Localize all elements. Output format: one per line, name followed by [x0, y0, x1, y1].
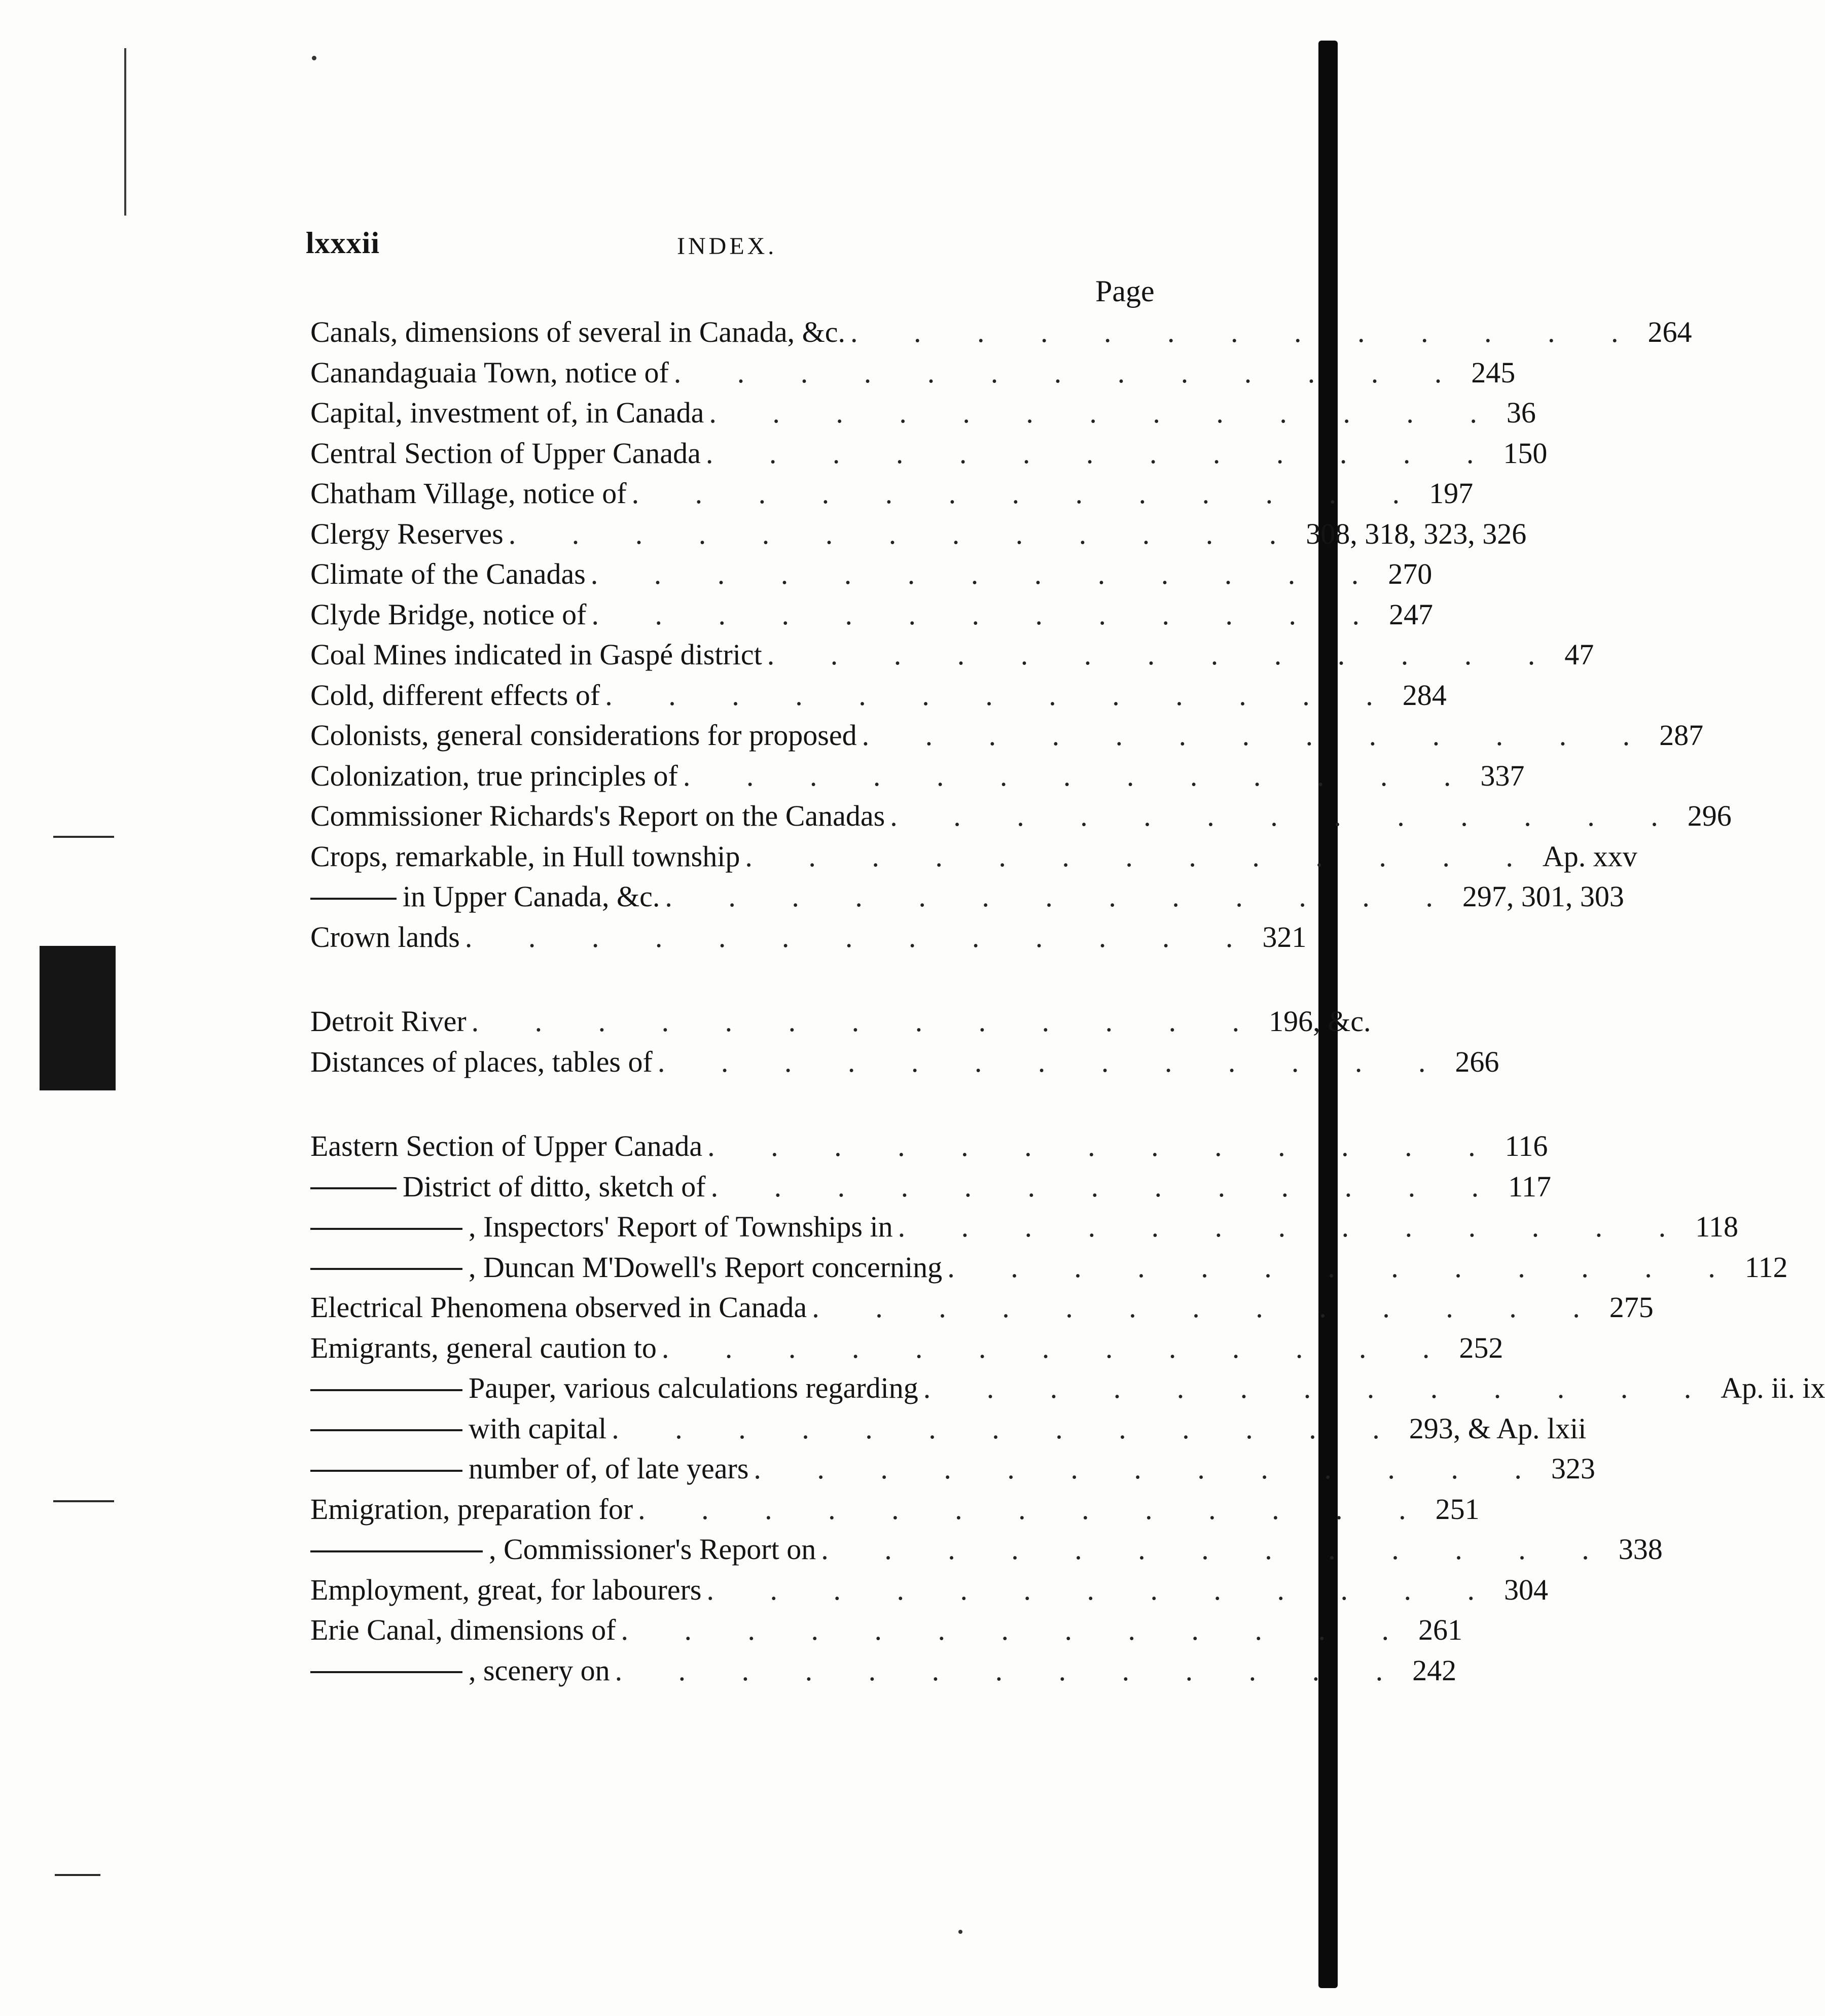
- dot-leaders: . . . . . . . . . . . . .: [508, 517, 1301, 550]
- scan-speck: [958, 1930, 962, 1934]
- dot-leaders: . . . . . . . . . . . . .: [821, 1533, 1614, 1566]
- entry-text: [310, 1126, 702, 1166]
- entry-label: , Duncan M'Dowell's Report concerning: [469, 1250, 943, 1284]
- entry-text: [310, 433, 701, 474]
- index-entry: [310, 876, 1624, 917]
- dot-leaders: . . . . . . . . . . . . .: [947, 1250, 1740, 1284]
- index-entry: [310, 1247, 1788, 1288]
- dot-leaders: . . . . . . . . . . . . .: [710, 1170, 1504, 1203]
- entry-page-ref: 36: [1506, 396, 1536, 429]
- scan-mark: [55, 1874, 100, 1876]
- entry-page-ref: 196, &c.: [1269, 1005, 1371, 1038]
- ditto-dash: [310, 1470, 462, 1472]
- entry-label: Colonization, true principles of: [310, 759, 678, 792]
- entry-label: Colonists, general considerations for proposed: [310, 719, 857, 752]
- ditto-dash: [310, 1550, 483, 1552]
- entry-page-ref: 296: [1687, 799, 1732, 832]
- index-entry: [310, 634, 1594, 675]
- entry-text: [310, 393, 704, 433]
- dot-leaders: . . . . . . . . . . . . .: [683, 759, 1476, 792]
- entry-page-ref: 293, & Ap. lxii: [1409, 1411, 1587, 1445]
- entry-text: [310, 473, 627, 514]
- entry-text: [310, 796, 885, 836]
- entry-page-ref: 261: [1418, 1613, 1462, 1646]
- index-entry: [310, 836, 1637, 877]
- entry-page-ref: 247: [1388, 597, 1433, 631]
- entry-text: [310, 554, 586, 594]
- entry-text: [310, 1368, 918, 1408]
- index-entry: [310, 1408, 1587, 1449]
- entry-label: Electrical Phenomena observed in Canada: [310, 1291, 807, 1324]
- index-entry: [310, 1529, 1663, 1570]
- dot-leaders: . . . . . . . . . . . . .: [612, 1411, 1404, 1445]
- section-spacer: [310, 957, 1172, 1001]
- entry-label: Climate of the Canadas: [310, 557, 586, 590]
- index-entry: [310, 1166, 1551, 1207]
- dot-leaders: . . . . . . . . . . . . .: [862, 719, 1655, 752]
- index-entry: [310, 312, 1692, 352]
- index-entry: [310, 756, 1525, 796]
- index-entry: [310, 1126, 1548, 1166]
- entry-text: [310, 352, 669, 393]
- dot-leaders: . . . . . . . . . . . . .: [705, 436, 1498, 470]
- entry-page-ref: 284: [1402, 678, 1447, 712]
- index-entry: [310, 473, 1474, 514]
- scan-mark: [124, 48, 126, 216]
- dot-leaders: . . . . . . . . . . . . .: [638, 1492, 1430, 1526]
- index-entry: [310, 1207, 1738, 1247]
- entry-label: Distances of places, tables of: [310, 1045, 653, 1078]
- entry-text: [310, 715, 857, 756]
- entry-label: in Upper Canada, &c.: [403, 880, 660, 913]
- entry-text: [310, 1448, 748, 1489]
- entry-label: Cold, different effects of: [310, 678, 600, 712]
- entry-text: [310, 1042, 653, 1082]
- scan-mark: [53, 1500, 114, 1502]
- index-entry: [310, 715, 1704, 756]
- entry-label: Crown lands: [310, 920, 460, 953]
- ditto-dash: [310, 898, 397, 900]
- entry-page-ref: 321: [1262, 920, 1307, 953]
- index-entry: [310, 1328, 1504, 1368]
- entry-label: Eastern Section of Upper Canada: [310, 1129, 703, 1162]
- entry-label: Employment, great, for labourers: [310, 1573, 702, 1606]
- entry-text: [310, 1287, 807, 1328]
- entry-page-ref: Ap. ii. ix: [1721, 1371, 1825, 1404]
- entry-label: District of ditto, sketch of: [403, 1170, 706, 1203]
- entry-page-ref: 47: [1564, 638, 1594, 671]
- dot-leaders: . . . . . . . . . . . . .: [591, 597, 1384, 631]
- index-entry: [310, 554, 1433, 594]
- entry-page-ref: Ap. xxv: [1542, 839, 1637, 873]
- entry-text: [310, 836, 740, 877]
- index-entry: [310, 1042, 1499, 1082]
- entry-page-ref: 266: [1455, 1045, 1499, 1078]
- entry-text: [310, 594, 586, 635]
- index-entry: [310, 594, 1433, 635]
- entry-page-ref: 275: [1609, 1291, 1654, 1324]
- entry-label: Pauper, various calculations regarding: [469, 1371, 918, 1404]
- entry-page-ref: 252: [1459, 1331, 1504, 1364]
- entry-text: [310, 1001, 467, 1042]
- entry-page-ref: 264: [1648, 315, 1692, 348]
- ditto-dash: [310, 1228, 462, 1230]
- entry-label: Crops, remarkable, in Hull township: [310, 839, 740, 873]
- entry-page-ref: 270: [1388, 557, 1433, 590]
- entry-label: Commissioner Richards's Report on the Canadas: [310, 799, 885, 832]
- dot-leaders: . . . . . . . . . . . . .: [850, 315, 1643, 348]
- ditto-dash: [310, 1389, 462, 1391]
- section-spacer: [310, 1082, 1172, 1126]
- entry-text: [310, 1570, 701, 1610]
- entry-label: Canals, dimensions of several in Canada, &c.: [310, 315, 846, 348]
- entry-page-ref: 242: [1412, 1653, 1457, 1687]
- dot-leaders: . . . . . . . . . . . . .: [707, 1129, 1500, 1162]
- entry-label: Detroit River: [310, 1005, 467, 1038]
- index-entry: [310, 796, 1732, 836]
- dot-leaders: . . . . . . . . . . . . .: [615, 1653, 1408, 1687]
- entry-label: number of, of late years: [469, 1452, 749, 1485]
- index-entry: [310, 1448, 1595, 1489]
- entry-page-ref: 338: [1618, 1533, 1663, 1566]
- index-list: [310, 312, 1825, 1690]
- dot-leaders: . . . . . . . . . . . . .: [631, 477, 1424, 510]
- entry-page-ref: 308, 318, 323, 326: [1306, 517, 1527, 550]
- dot-leaders: . . . . . . . . . . . . .: [812, 1291, 1604, 1324]
- entry-text: [310, 1489, 633, 1530]
- dot-leaders: . . . . . . . . . . . . .: [590, 557, 1383, 590]
- entry-label: Coal Mines indicated in Gaspé district: [310, 638, 762, 671]
- entry-page-ref: 337: [1480, 759, 1525, 792]
- entry-label: Chatham Village, notice of: [310, 477, 627, 510]
- ditto-dash: [310, 1187, 397, 1189]
- index-entry: [310, 514, 1527, 554]
- entry-text: [310, 1529, 816, 1570]
- index-entry: [310, 1287, 1654, 1328]
- index-entry: [310, 1650, 1457, 1691]
- entry-text: [310, 675, 600, 716]
- entry-text: [310, 514, 504, 554]
- entry-text: [310, 1247, 942, 1288]
- entry-page-ref: 150: [1503, 436, 1548, 470]
- entry-text: [310, 312, 845, 352]
- scan-speck: [312, 56, 316, 60]
- dot-leaders: . . . . . . . . . . . . .: [706, 1573, 1499, 1606]
- dot-leaders: . . . . . . . . . . . . .: [471, 1005, 1264, 1038]
- entry-page-ref: 323: [1551, 1452, 1595, 1485]
- entry-label: , Inspectors' Report of Townships in: [469, 1210, 893, 1243]
- entry-page-ref: 304: [1504, 1573, 1548, 1606]
- entry-text: [310, 917, 460, 958]
- entry-text: [310, 1328, 657, 1368]
- index-entry: [310, 1570, 1548, 1610]
- entry-label: Clyde Bridge, notice of: [310, 597, 587, 631]
- entry-page-ref: 117: [1508, 1170, 1551, 1203]
- entry-label: Canandaguaia Town, notice of: [310, 356, 669, 389]
- entry-page-ref: 118: [1695, 1210, 1738, 1243]
- scan-blot: [40, 946, 116, 1090]
- index-entry: [310, 352, 1516, 393]
- dot-leaders: . . . . . . . . . . . . .: [709, 396, 1501, 429]
- dot-leaders: . . . . . . . . . . . . .: [621, 1613, 1413, 1646]
- ditto-dash: [310, 1268, 462, 1270]
- index-entry: [310, 675, 1447, 716]
- entry-label: Emigration, preparation for: [310, 1492, 633, 1526]
- index-entry: [310, 433, 1548, 474]
- entry-label: Capital, investment of, in Canada: [310, 396, 704, 429]
- index-entry: [310, 393, 1536, 433]
- dot-leaders: . . . . . . . . . . . . .: [898, 1210, 1691, 1243]
- entry-page-ref: 197: [1429, 477, 1474, 510]
- dot-leaders: . . . . . . . . . . . . .: [890, 799, 1683, 832]
- scan-mark: [53, 836, 114, 838]
- index-entry: [310, 1001, 1371, 1042]
- entry-text: [310, 756, 678, 796]
- entry-label: Clergy Reserves: [310, 517, 504, 550]
- dot-leaders: . . . . . . . . . . . . .: [665, 880, 1457, 913]
- index-entry: [310, 1610, 1462, 1650]
- entry-page-ref: 112: [1744, 1250, 1788, 1284]
- entry-page-ref: 245: [1471, 356, 1516, 389]
- entry-page-ref: 287: [1659, 719, 1704, 752]
- index-entry: [310, 1368, 1825, 1408]
- entry-text: [310, 1408, 606, 1449]
- page-title: INDEX.: [677, 233, 777, 260]
- entry-page-ref: 251: [1435, 1492, 1480, 1526]
- entry-label: with capital: [469, 1411, 607, 1445]
- dot-leaders: . . . . . . . . . . . . .: [745, 839, 1537, 873]
- entry-text: [310, 634, 762, 675]
- page-folio: lxxxii: [306, 226, 380, 260]
- dot-leaders: . . . . . . . . . . . . .: [754, 1452, 1546, 1485]
- dot-leaders: . . . . . . . . . . . . .: [661, 1331, 1454, 1364]
- ditto-dash: [310, 1671, 462, 1673]
- entry-text: [310, 876, 660, 917]
- entry-text: [310, 1610, 616, 1650]
- entry-text: [310, 1207, 893, 1247]
- dot-leaders: . . . . . . . . . . . . .: [464, 920, 1258, 953]
- dot-leaders: . . . . . . . . . . . . .: [767, 638, 1560, 671]
- entry-label: Emigrants, general caution to: [310, 1331, 657, 1364]
- page-column-label: Page: [1095, 274, 1155, 308]
- entry-text: [310, 1166, 706, 1207]
- index-entry: [310, 917, 1307, 958]
- entry-text: [310, 1650, 610, 1691]
- ditto-dash: [310, 1429, 462, 1431]
- dot-leaders: . . . . . . . . . . . . .: [923, 1371, 1716, 1404]
- dot-leaders: . . . . . . . . . . . . .: [605, 678, 1398, 712]
- entry-label: Central Section of Upper Canada: [310, 436, 701, 470]
- entry-page-ref: 116: [1505, 1129, 1548, 1162]
- entry-label: , Commissioner's Report on: [489, 1533, 816, 1566]
- entry-label: Erie Canal, dimensions of: [310, 1613, 616, 1646]
- entry-label: , scenery on: [469, 1653, 610, 1687]
- entry-page-ref: 297, 301, 303: [1462, 880, 1624, 913]
- index-entry: [310, 1489, 1480, 1530]
- dot-leaders: . . . . . . . . . . . . .: [673, 356, 1466, 389]
- dot-leaders: . . . . . . . . . . . . .: [657, 1045, 1450, 1078]
